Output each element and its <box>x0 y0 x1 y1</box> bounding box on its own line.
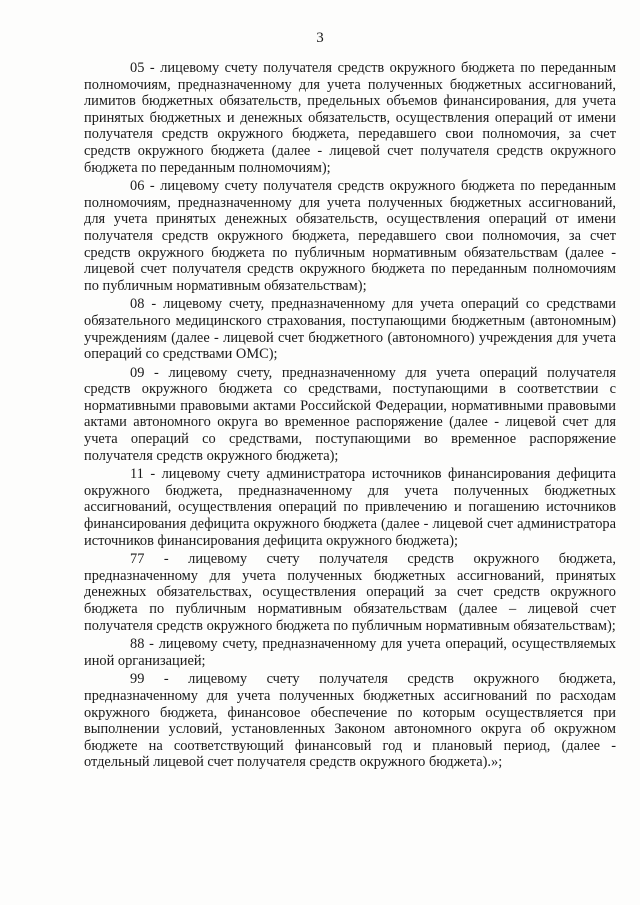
document-body <box>84 60 616 773</box>
paragraph-account-77: 77 - лицевому счету получателя средств окружного бюджета, предназначенному для учета полученных бюджетных ассигнований, принятых денежных обязательствах, осуществления операций за счет средств окружного бюджета по публичным нормативным обязательствам (далее – лицевой счет получателя средств окружного бюджета по публичным нормативным обязательствам); <box>84 551 616 634</box>
page-number: 3 <box>316 30 324 46</box>
paragraph-account-06: 06 - лицевому счету получателя средств окружного бюджета по переданным полномочиям, предназначенному для учета полученных бюджетных ассигнований, для учета принятых денежных обязательств, осуществления операций от имени получателя средств окружного бюджета, передавшего свои полномочия, за счет средств окружного бюджета по публичным нормативным обязательствам (далее - лицевой счет получателя средств окружного бюджета по переданным полномочиям по публичным нормативным обязательствам); <box>84 178 616 294</box>
paragraph-account-11: 11 - лицевому счету администратора источников финансирования дефицита окружного бюджета, предназначенному для учета полученных бюджетных ассигнований, осуществления операций по привлечению и погашению источников финансирования дефицита окружного бюджета (далее - лицевой счет администратора источников финансирования дефицита окружного бюджета); <box>84 466 616 549</box>
paragraph-account-08: 08 - лицевому счету, предназначенному для учета операций со средствами обязательного медицинского страхования, поступающими бюджетным (автономным) учреждениям (далее - лицевой счет бюджетного (автономного) учреждения для учета операций со средствами ОМС); <box>84 296 616 363</box>
paragraph-account-99: 99 - лицевому счету получателя средств окружного бюджета, предназначенному для учета полученных бюджетных ассигнований по расходам окружного бюджета, финансовое обеспечение по которым осуществляется при выполнении условий, установленных Законом автономного округа об окружном бюджете на соответствующий финансовый год и плановый период, (далее - отдельный лицевой счет получателя средств окружного бюджета).»; <box>84 671 616 771</box>
paragraph-account-09: 09 - лицевому счету, предназначенному для учета операций получателя средств окружного бюджета со средствами, поступающими в соответствии с нормативными правовыми актами Российской Федерации, нормативными правовыми актами автономного округа во временное распоряжение (далее - лицевой счет для учета операций со средствами, поступающими во временное распоряжение получателя средств окружного бюджета); <box>84 364 616 464</box>
paragraph-account-05: 05 - лицевому счету получателя средств окружного бюджета по переданным полномочиям, предназначенному для учета полученных бюджетных ассигнований, лимитов бюджетных обязательств, предельных объемов финансирования, для учета принятых бюджетных и денежных обязательств, осуществления операций от имени получателя средств окружного бюджета, передавшего свои полномочия, за счет средств окружного бюджета (далее - лицевой счет получателя средств окружного бюджета по переданным полномочиям); <box>84 60 616 176</box>
paragraph-account-88: 88 - лицевому счету, предназначенному для учета операций, осуществляемых иной организацией; <box>84 636 616 669</box>
